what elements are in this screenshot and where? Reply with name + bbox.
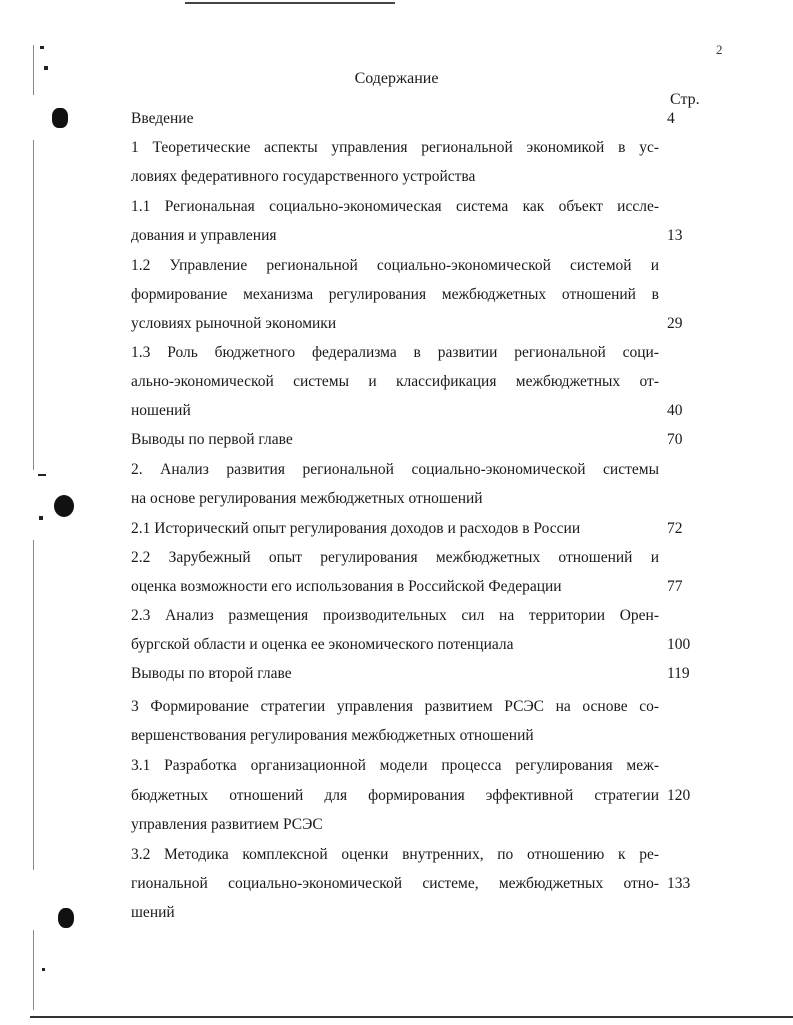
toc-entry-chapter-2-conclusions: Выводы по второй главе: [131, 665, 292, 682]
toc-entry-chapter-2: 2. Анализ развития региональной социально-экономической системы: [131, 461, 659, 478]
toc-entry-section-1-1: 1.1 Региональная социально-экономическая система как объект иссле-: [131, 198, 659, 215]
scan-speck: [40, 46, 44, 49]
toc-entry-section-2-2: 2.2 Зарубежный опыт регулирования межбюджетных отношений и: [131, 549, 659, 566]
toc-entry-section-1-2: 1.2 Управление региональной социально-экономической системой и: [131, 257, 659, 274]
toc-entry-section-1-3: ально-экономической системы и классификация межбюджетных от-: [131, 373, 659, 390]
bottom-scan-rule: [30, 1016, 793, 1018]
binding-edge-mark: [33, 540, 34, 870]
toc-entry-chapter-1-conclusions: Выводы по первой главе: [131, 431, 293, 448]
toc-entry-section-3-1: управления развитием РСЭС: [131, 816, 323, 833]
toc-entry-section-1-2: условиях рыночной экономики: [131, 315, 337, 332]
toc-page-number: 70: [667, 431, 683, 448]
toc-entry-introduction: Введение: [131, 110, 194, 127]
page-title: Содержание: [354, 70, 439, 87]
page-number: 2: [716, 42, 723, 57]
binding-edge-mark: [33, 140, 34, 470]
toc-entry-section-3-1: 3.1 Разработка организационной модели процесса регулирования меж-: [131, 757, 659, 774]
top-scan-rule: [185, 2, 395, 4]
toc-page-number: 119: [667, 665, 690, 682]
toc-page-number: 77: [667, 578, 683, 595]
toc-page-number: 100: [667, 636, 691, 653]
toc-entry-section-3-1: бюджетных отношений для формирования эффективной стратегии: [131, 787, 659, 804]
toc-page-number: 72: [667, 520, 683, 537]
hole-punch-blot: [52, 108, 68, 128]
toc-entry-section-1-3: 1.3 Роль бюджетного федерализма в развитии региональной соци-: [131, 344, 659, 361]
toc-entry-section-1-2: формирование механизма регулирования межбюджетных отношений в: [131, 286, 659, 303]
toc-page-number: 133: [667, 875, 691, 892]
toc-page-number: 29: [667, 315, 683, 332]
toc-entry-chapter-1: ловиях федеративного государственного устройства: [131, 168, 476, 185]
scan-speck: [39, 516, 43, 520]
binding-edge-mark: [33, 930, 34, 1010]
toc-entry-chapter-3: 3 Формирование стратегии управления развитием РСЭС на основе со-: [131, 698, 659, 715]
toc-entry-section-2-3: 2.3 Анализ размещения производительных сил на территории Орен-: [131, 607, 659, 624]
scan-speck: [38, 474, 46, 476]
toc-entry-section-2-3: бургской области и оценка ее экономического потенциала: [131, 636, 514, 653]
toc-page-number: 40: [667, 402, 683, 419]
toc-entry-chapter-3: вершенствования регулирования межбюджетных отношений: [131, 727, 534, 744]
toc-entry-section-2-1: 2.1 Исторический опыт регулирования доходов и расходов в России: [131, 520, 581, 537]
hole-punch-blot: [54, 495, 74, 517]
toc-entry-section-1-1: дования и управления: [131, 227, 277, 244]
toc-entry-chapter-2: на основе регулирования межбюджетных отношений: [131, 490, 483, 507]
toc-page-number: 120: [667, 787, 691, 804]
toc-entry-section-3-2: гиональной социально-экономической системе, межбюджетных отно-: [131, 875, 659, 892]
toc-entry-chapter-1: 1 Теоретические аспекты управления региональной экономикой в ус-: [131, 139, 659, 156]
toc-entry-section-1-3: ношений: [131, 402, 191, 419]
toc-entry-section-3-2: 3.2 Методика комплексной оценки внутренних, по отношению к ре-: [131, 846, 659, 863]
toc-page-number: 13: [667, 227, 683, 244]
page-column-header: Стр.: [670, 91, 700, 108]
scan-speck: [42, 968, 45, 971]
toc-entry-section-3-2: шений: [131, 904, 175, 921]
hole-punch-blot: [58, 908, 74, 928]
toc-page-number: 4: [667, 110, 675, 127]
toc-entry-section-2-2: оценка возможности его использования в Российской Федерации: [131, 578, 562, 595]
